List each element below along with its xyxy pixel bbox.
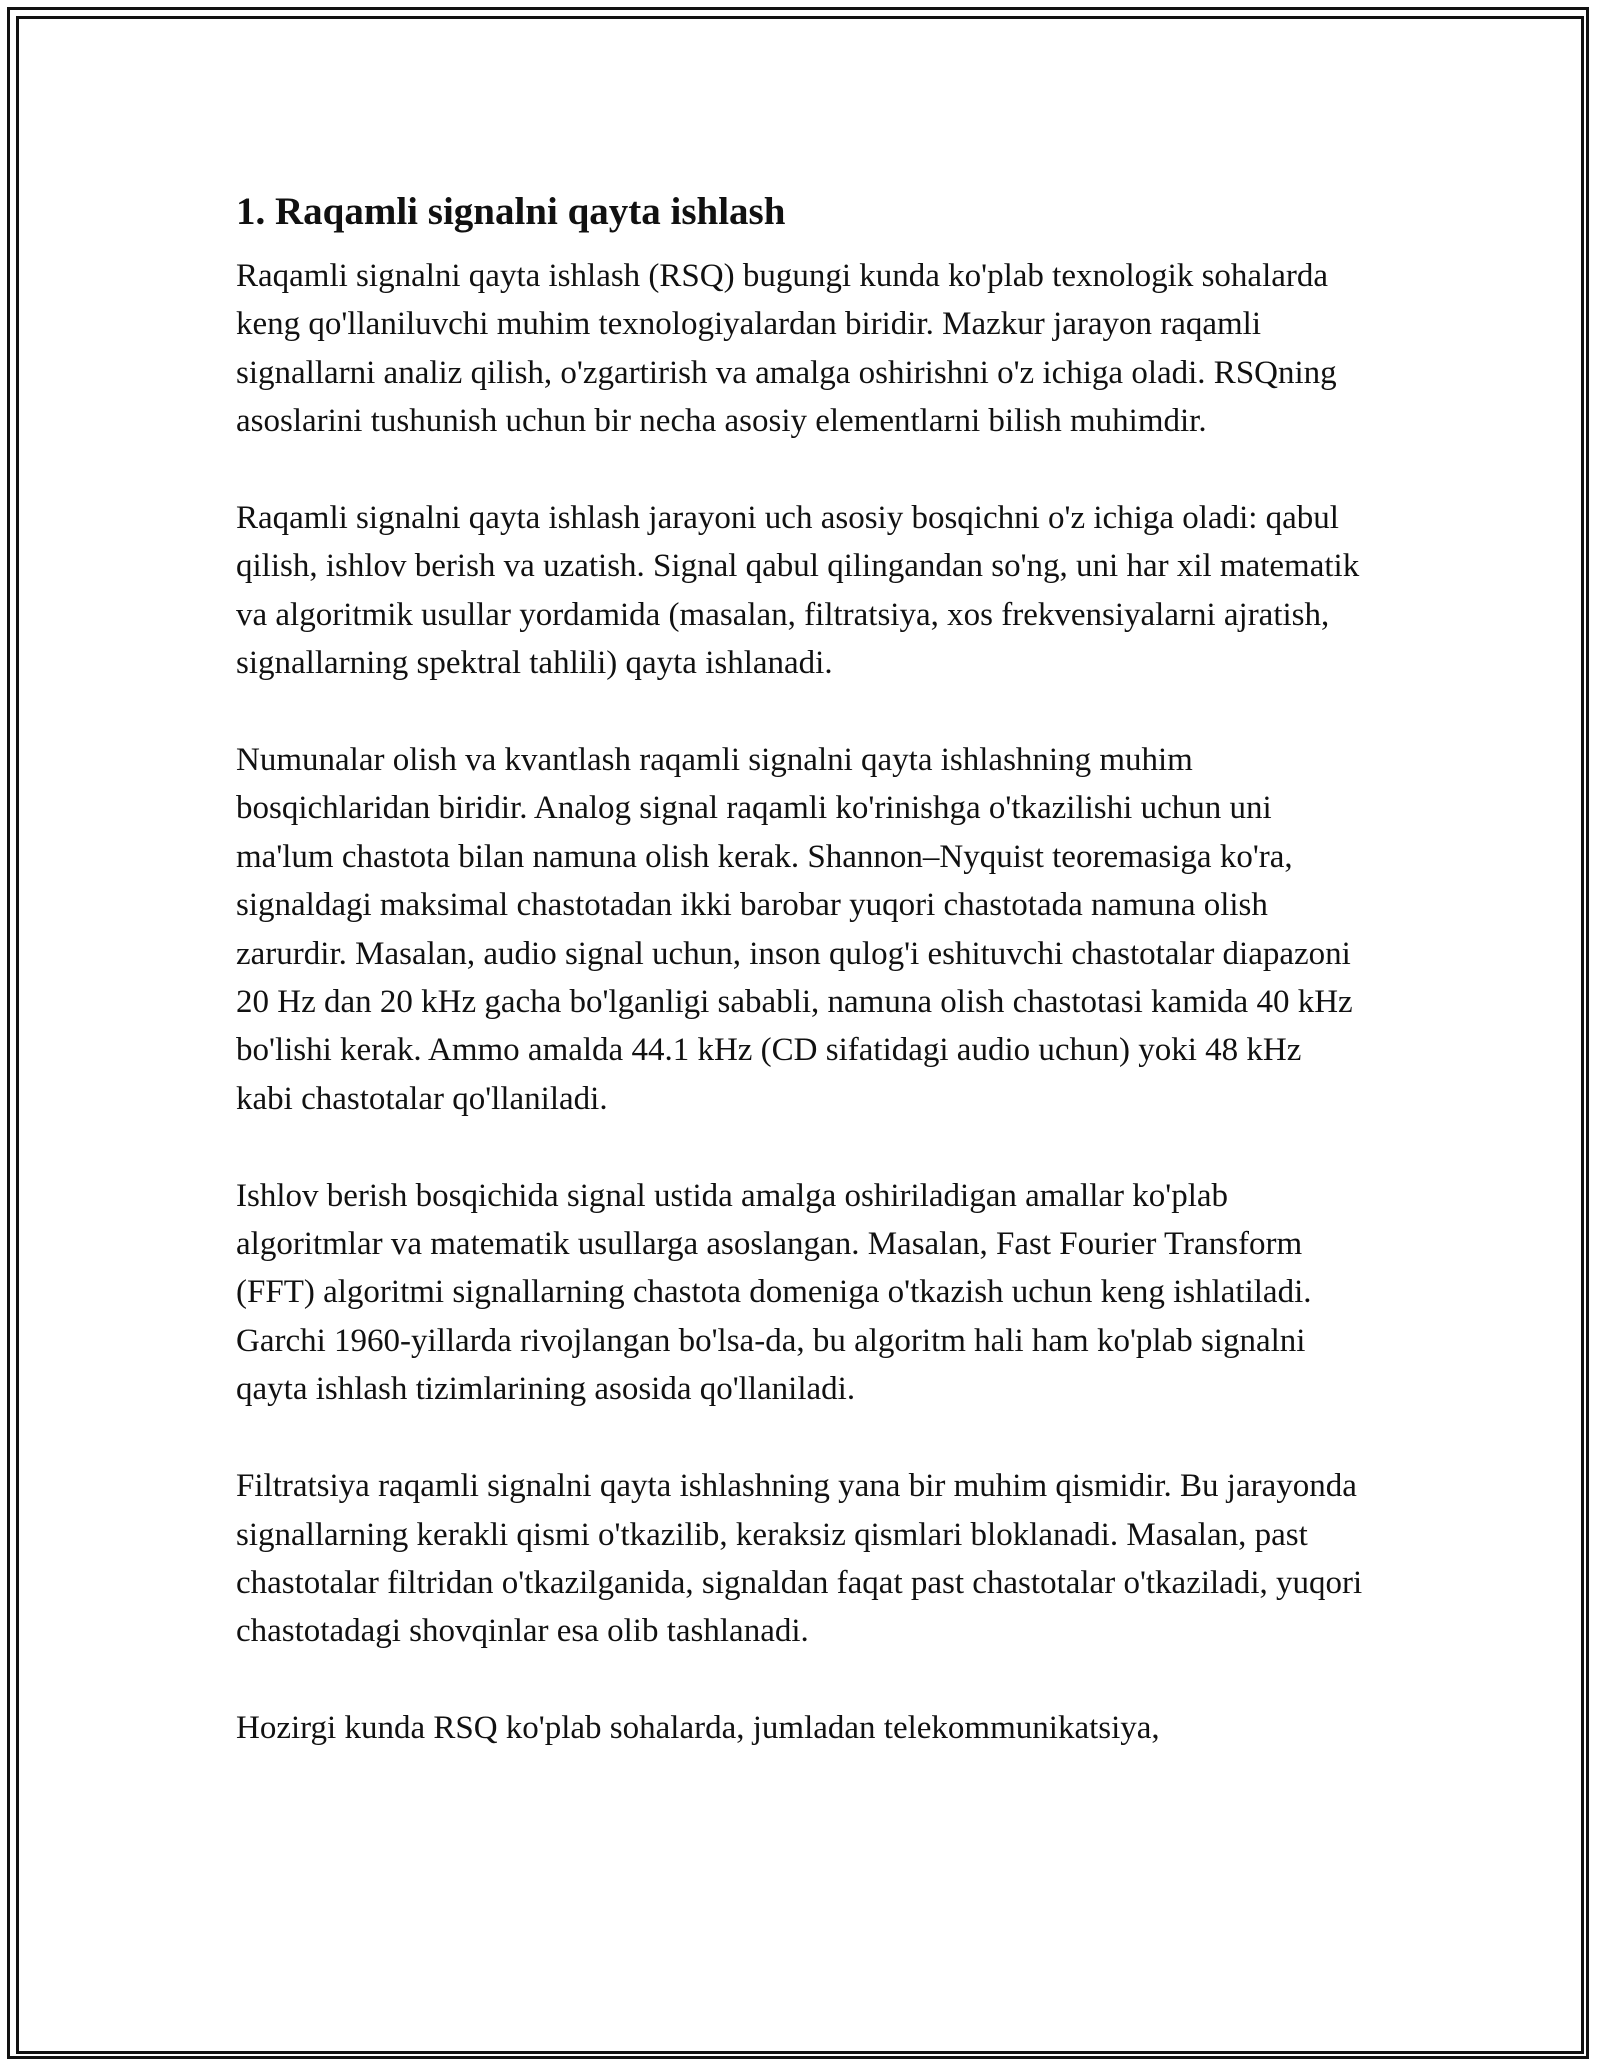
paragraph-stages: Raqamli signalni qayta ishlash jarayoni uch asosiy bosqichni o'z ichiga oladi: qabul qilish, ishlov berish va uzatish. Signal qabul qilingandan so'ng, uni har xil matematik va algoritmik usullar yordamida (masalan, filtratsiya, xos frekvensiyalarni ajratish, signallarning spektral tahlili) qayta ishlanadi. [236,500,1360,682]
paragraph-processing: Ishlov berish bosqichida signal ustida amalga oshiriladigan amallar ko'plab algoritmlar va matematik usullarga asoslangan. Masalan, Fast Fourier Transform (FFT) algoritmi signallarning chastota domeniga o'tkazish uchun keng ishlatiladi. Garchi 1960-yillarda rivojlangan bo'lsa-da, bu algoritm hali ham ko'plab signalni qayta ishlash tizimlarining asosida qo'llaniladi. [236,1177,1312,1408]
paragraph-applications: Hozirgi kunda RSQ ko'plab sohalarda, jumladan telekommunikatsiya, [236,1710,1160,1747]
paragraph-intro: Raqamli signalni qayta ishlash (RSQ) bugungi kunda ko'plab texnologik sohalarda keng qo'llaniluvchi muhim texnologiyalardan biridir. Mazkur jarayon raqamli signallarni analiz qilish, o'zgartirish va amalga oshirishni o'z ichiga oladi. RSQning asoslarini tushunish uchun bir necha asosiy elementlarni bilish muhimdir. [236,258,1337,440]
section-heading: 1. Raqamli signalni qayta ishlash [236,190,786,233]
paragraph-sampling: Numunalar olish va kvantlash raqamli signalni qayta ishlashning muhim bosqichlaridan biridir. Analog signal raqamli ko'rinishga o'tkazilishi uchun uni ma'lum chastota bilan namuna olish kerak. Shannon–Nyquist teoremasiga ko'ra, signaldagi maksimal chastotadan ikki barobar yuqori chastotada namuna olish zarurdir. Masalan, audio signal uchun, inson qulog'i eshituvchi chastotalar diapazoni 20 Hz dan 20 kHz gacha bo'lganligi sababli, namuna olish chastotasi kamida 40 kHz bo'lishi kerak. Ammo amalda 44.1 kHz (CD sifatidagi audio uchun) yoki 48 kHz kabi chastotalar qo'llaniladi. [236,742,1353,1117]
document-body [236,184,1366,1801]
paragraph-filtering: Filtratsiya raqamli signalni qayta ishlashning yana bir muhim qismidir. Bu jarayonda signallarning kerakli qismi o'tkazilib, keraksiz qismlari bloklanadi. Masalan, past chastotalar filtridan o'tkazilganida, signaldan faqat past chastotalar o'tkaziladi, yuqori chastotadagi shovqinlar esa olib tashlanadi. [236,1468,1363,1650]
